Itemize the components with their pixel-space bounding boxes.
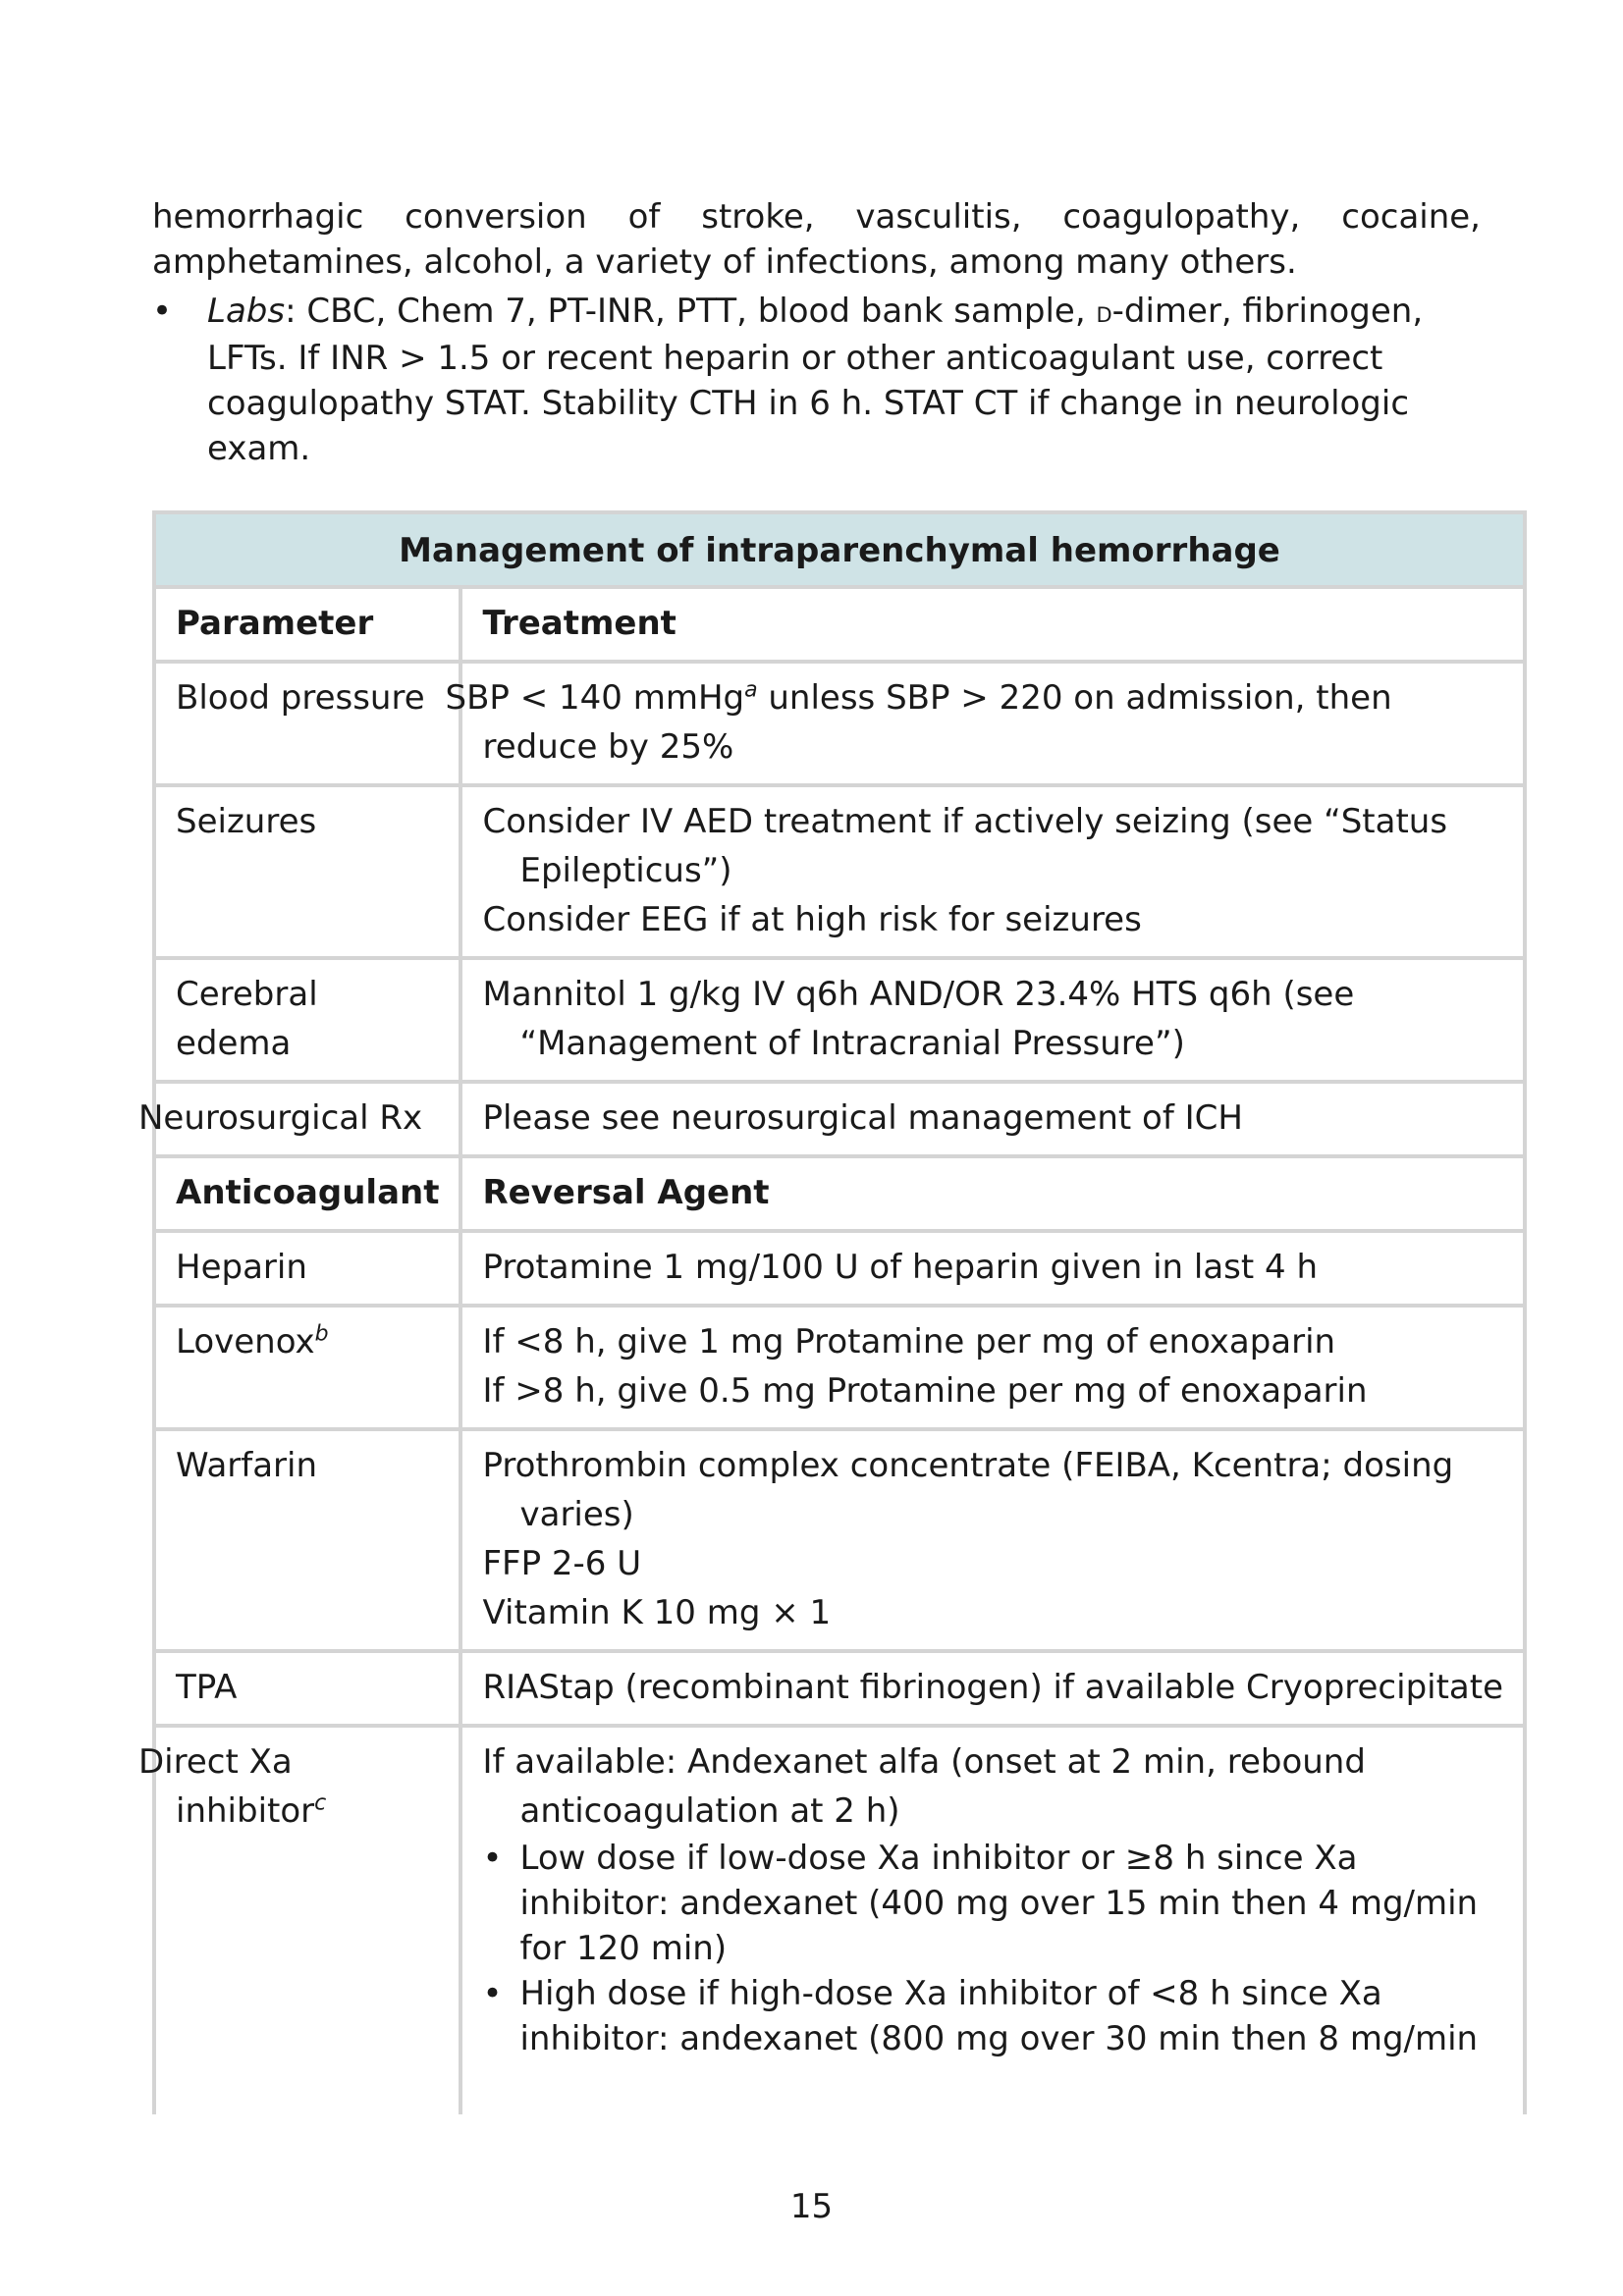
table-row <box>154 1082 1525 1156</box>
table-row <box>154 1306 1525 1429</box>
page-content <box>138 194 1504 2058</box>
intro-line-1: hemorrhagic conversion of stroke, vasculitis, coagulopathy, cocaine, <box>152 197 1481 237</box>
column-header-reversal-agent: Reversal Agent <box>460 1156 1525 1231</box>
row-treatment-lovenox: If <8 h, give 1 mg Protamine per mg of enoxaparin If >8 h, give 0.5 mg Protamine per mg of enoxaparin <box>460 1306 1525 1429</box>
list-item: • High dose if high-dose Xa inhibitor of <8 h since Xa inhibitor: andexanet (800 mg over 30 min then 8 mg/min <box>482 1974 1479 2058</box>
row-param-lovenox: Lovenox$^b$ <box>154 1306 460 1429</box>
row-treatment-cerebral-edema: Mannitol 1 g/kg IV q6h AND/OR 23.4% HTS q6h (see “Management of Intracranial Pressure”) <box>460 958 1525 1082</box>
table-row <box>154 662 1525 785</box>
row-treatment-direct-xa: If available: Andexanet alfa (onset at 2 min, rebound anticoagulation at 2 h) • Low dose if low-dose Xa inhibitor or ≥8 h since Xa inhibitor: andexanet (400 mg over 15 min then 4 mg/min for 120 min) • High dose if high-dose Xa inhibitor of <8 h since Xa inhibitor: andexanet (800 mg over 30 min then 8 mg/min <box>460 1726 1525 2114</box>
table-header-row <box>154 587 1525 662</box>
row-treatment-neurosurgical: Please see neurosurgical management of ICH <box>460 1082 1525 1156</box>
column-header-treatment: Treatment <box>460 587 1525 662</box>
page-number: 15 <box>789 2187 834 2226</box>
table-row <box>154 1651 1525 1726</box>
table-header-row <box>154 1156 1525 1231</box>
bullet-symbol: • <box>152 292 173 331</box>
labs-bullet <box>152 289 1481 471</box>
column-header-parameter: Parameter <box>154 587 460 662</box>
management-table <box>138 510 1527 2114</box>
row-param-blood-pressure: Blood pressure <box>154 662 460 785</box>
row-treatment-heparin: Protamine 1 mg/100 U of heparin given in last 4 h <box>460 1231 1525 1306</box>
row-param-tpa: TPA <box>154 1651 460 1726</box>
labs-text: Labs: CBC, Chem 7, PT-INR, PTT, blood bank sample, d-dimer, fibrinogen, LFTs. If INR > 1.5 or recent heparin or other anticoagulant use, correct coagulopathy STAT. Stability CTH in 6 h. STAT CT if change in neurologic exam. <box>207 292 1424 468</box>
table-row <box>154 1231 1525 1306</box>
intro-line-2: amphetamines, alcohol, a variety of infections, among many others. <box>152 242 1297 282</box>
row-treatment-tpa: RIAStap (recombinant fibrinogen) if available Cryoprecipitate <box>460 1651 1525 1726</box>
row-param-cerebral-edema: Cerebral edema <box>154 958 460 1082</box>
table-row <box>154 785 1525 958</box>
row-param-heparin: Heparin <box>154 1231 460 1306</box>
labs-label: Labs <box>207 292 286 331</box>
table-row <box>154 1726 1525 2114</box>
column-header-anticoagulant: Anticoagulant <box>154 1156 460 1231</box>
row-param-seizures: Seizures <box>154 785 460 958</box>
table-row <box>154 958 1525 1082</box>
row-treatment-warfarin: Prothrombin complex concentrate (FEIBA, Kcentra; dosing varies) FFP 2-6 U Vitamin K 10 mg × 1 <box>460 1429 1525 1651</box>
row-param-direct-xa: Direct Xa inhibitor$^c$ <box>154 1726 460 2114</box>
intro-paragraph <box>152 194 1481 285</box>
row-param-warfarin: Warfarin <box>154 1429 460 1651</box>
row-treatment-blood-pressure: SBP < 140 mmHg$^a$ unless SBP > 220 on admission, then reduce by 25% <box>460 662 1525 785</box>
list-item: • Low dose if low-dose Xa inhibitor or ≥8 h since Xa inhibitor: andexanet (400 mg over 15 min then 4 mg/min for 120 min) <box>482 1839 1479 1968</box>
row-param-neurosurgical: Neurosurgical Rx <box>154 1082 460 1156</box>
table-row <box>154 1429 1525 1651</box>
row-treatment-seizures: Consider IV AED treatment if actively seizing (see “Status Epilepticus”) Consider EEG if at high risk for seizures <box>460 785 1525 958</box>
table-title: Management of intraparenchymal hemorrhage <box>154 512 1525 587</box>
